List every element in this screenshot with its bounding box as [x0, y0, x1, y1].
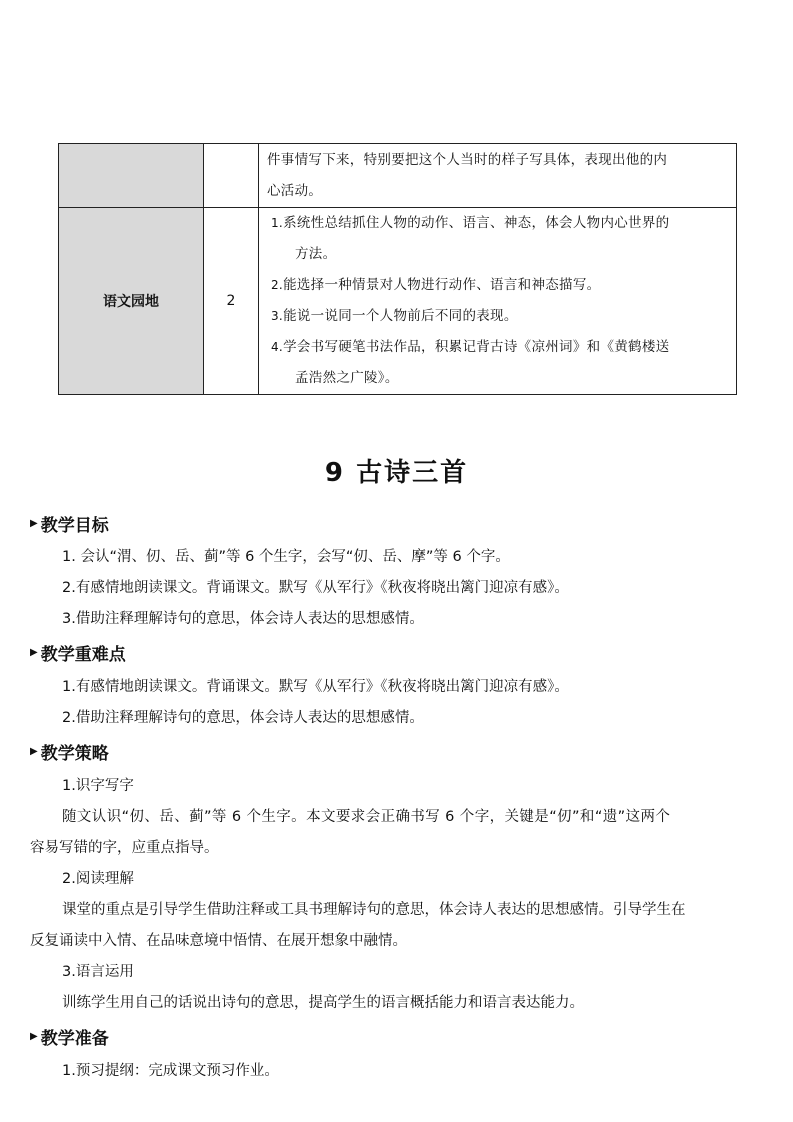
goal-item-text: 系统性总结抓住人物的动作、语言、神态，体会人物内心世界的: [283, 215, 670, 231]
key-point-item: 1.有感情地朗读课文。背诵课文。默写《从军行》《秋夜将晓出篱门迎凉有感》。: [62, 679, 569, 695]
goal-item: [267, 208, 728, 270]
goal-item-text: 能说一说同一个人物前后不同的表现。: [283, 308, 518, 324]
goals-cell: [259, 208, 737, 395]
goal-item-text: 能选择一种情景对人物进行动作、语言和神态描写。: [283, 277, 601, 293]
strategy-text: 训练学生用自己的话说出诗句的意思，提高学生的语言概括能力和语言表达能力。: [62, 995, 584, 1011]
goal-item: 3.借助注释理解诗句的意思，体会诗人表达的思想感情。: [62, 611, 424, 627]
section-heading-key-points: [30, 640, 126, 665]
lesson-title: 9 古诗三首: [324, 458, 469, 488]
lesson-plan-table: [58, 143, 737, 395]
unit-name-cell: 语文园地: [59, 208, 204, 395]
table-row: [59, 208, 737, 395]
hours-cell: [204, 144, 259, 208]
strategy-subheading: 1.识字写字: [62, 778, 134, 794]
goal-item-number: 3.: [271, 309, 284, 323]
key-point-item: 2.借助注释理解诗句的意思，体会诗人表达的思想感情。: [62, 710, 424, 726]
table-row: [59, 144, 737, 208]
section-heading-text: 教学重难点: [40, 645, 126, 665]
section-heading-preparation: [30, 1024, 109, 1049]
strategy-text: 课堂的重点是引导学生借助注释或工具书理解诗句的意思，体会诗人表达的思想感情。引导学生在: [62, 902, 686, 918]
section-heading-text: 教学目标: [40, 516, 109, 536]
goal-item-text: 孟浩然之广陵》。: [295, 370, 399, 386]
goal-item-text: 学会书写硬笔书法作品，积累记背古诗《凉州词》和《黄鹤楼送: [283, 339, 670, 355]
goal-item: [267, 301, 728, 332]
preparation-item: 1.预习提纲：完成课文预习作业。: [62, 1063, 279, 1079]
section-heading-text: 教学策略: [40, 744, 109, 764]
goal-item: [267, 332, 728, 394]
goals-cell: [259, 144, 737, 208]
goal-item-number: 2.: [271, 278, 284, 292]
section-heading-strategy: [30, 739, 109, 764]
hours-cell: 2: [204, 208, 259, 395]
strategy-subheading: 3.语言运用: [62, 964, 134, 980]
triangle-bullet-icon: ▶: [30, 517, 38, 529]
goal-line: 心活动。: [267, 182, 323, 199]
goal-item: 2.有感情地朗读课文。背诵课文。默写《从军行》《秋夜将晓出篱门迎凉有感》。: [62, 580, 569, 596]
strategy-text: 容易写错的字，应重点指导。: [30, 840, 219, 856]
triangle-bullet-icon: ▶: [30, 1030, 38, 1042]
goal-line: 件事情写下来，特别要把这个人当时的样子写具体，表现出他的内: [267, 151, 668, 168]
strategy-text: 反复诵读中入情、在品味意境中悟情、在展开想象中融情。: [30, 933, 407, 949]
section-heading-text: 教学准备: [40, 1029, 109, 1049]
triangle-bullet-icon: ▶: [30, 745, 38, 757]
strategy-text: 随文认识“仞、岳、蓟”等 6 个生字。本文要求会正确书写 6 个字，关键是“仞”和“遗”这两个: [62, 809, 671, 825]
goal-item-number: 1.: [271, 216, 284, 230]
goal-item: [267, 270, 728, 301]
strategy-subheading: 2.阅读理解: [62, 871, 134, 887]
section-heading-goals: [30, 511, 109, 536]
goal-item: 1. 会认“渭、仞、岳、蓟”等 6 个生字，会写“仞、岳、摩”等 6 个字。: [62, 549, 510, 565]
goal-item-text: 方法。: [295, 246, 337, 262]
goal-item-number: 4.: [271, 340, 284, 354]
unit-name-cell: [59, 144, 204, 208]
triangle-bullet-icon: ▶: [30, 646, 38, 658]
